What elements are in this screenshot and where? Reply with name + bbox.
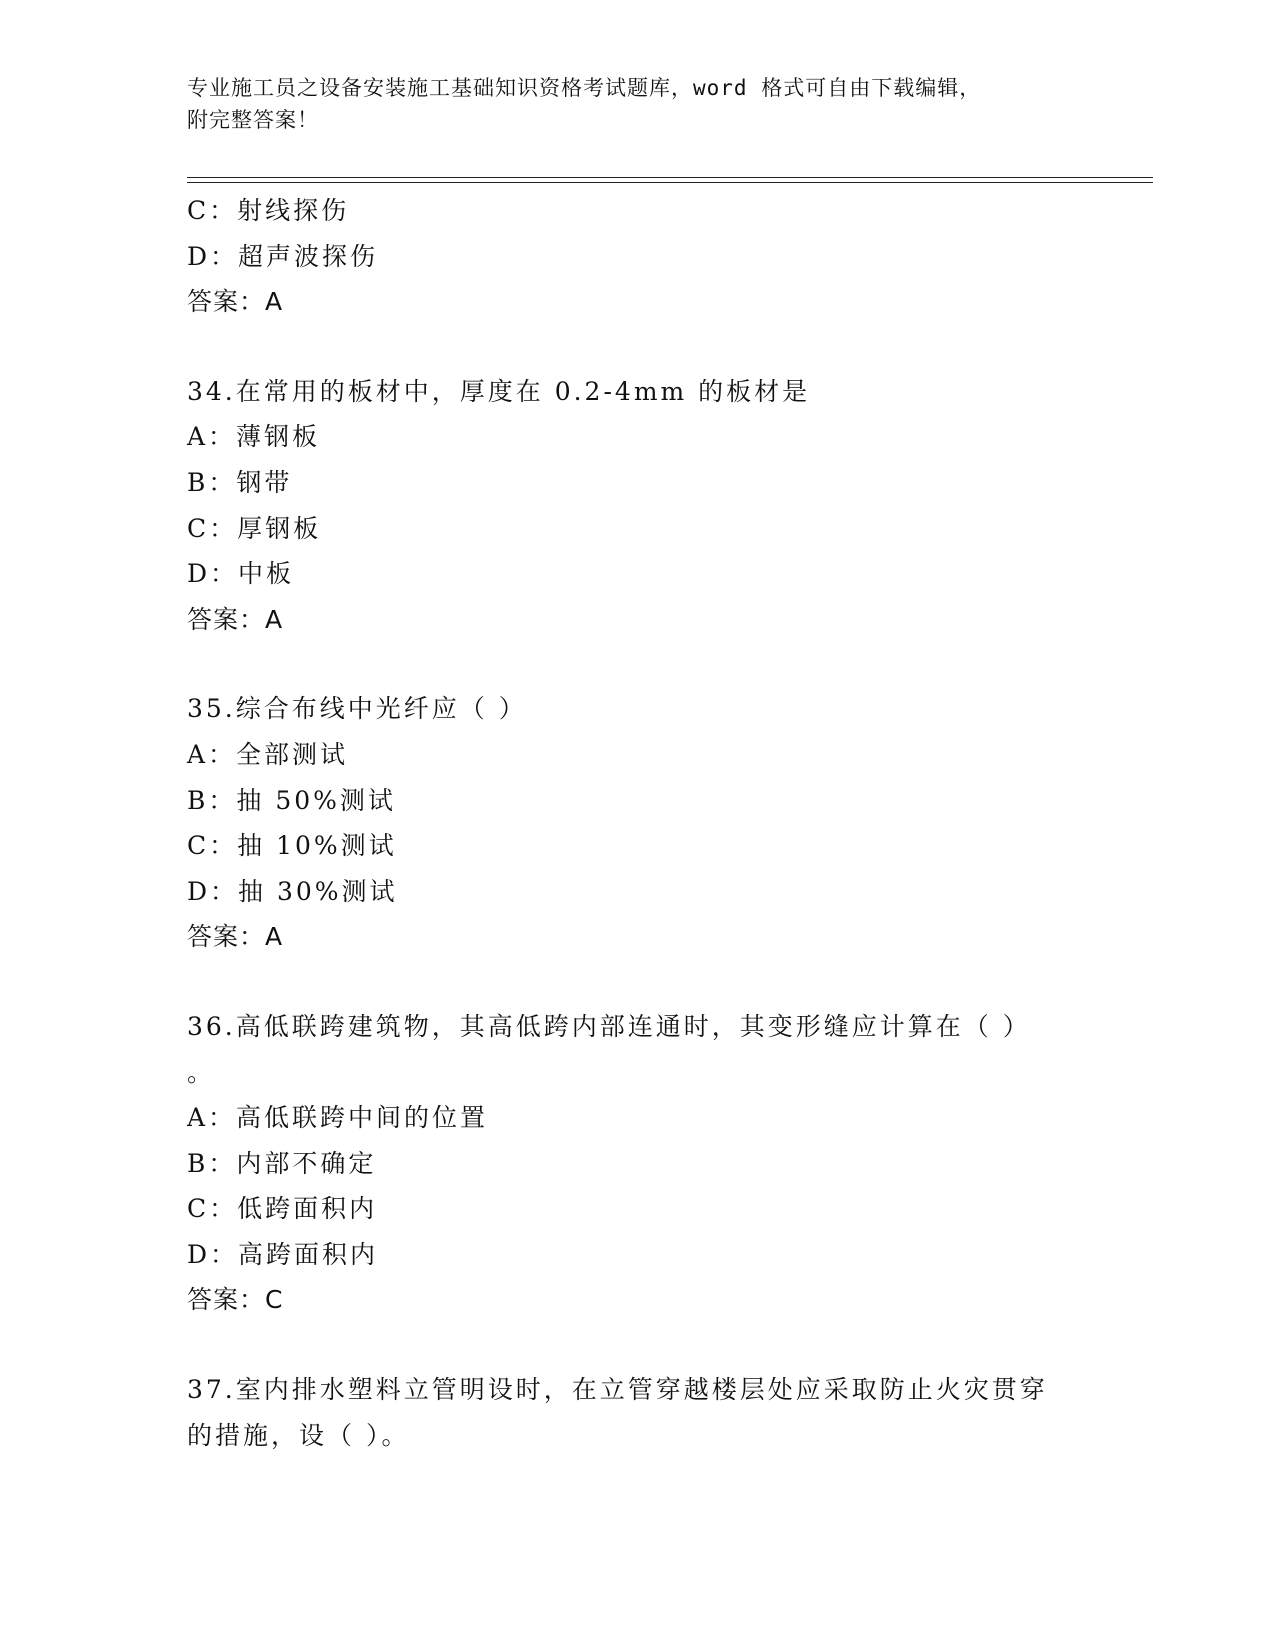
option-a: A：高低联跨中间的位置 (187, 1103, 489, 1133)
question-text: 36.高低联跨建筑物，其高低跨内部连通时，其变形缝应计算在（ ） (187, 1011, 1031, 1041)
option-c: C：厚钢板 (187, 513, 322, 543)
question-block-34 (187, 369, 1147, 643)
question-text: 34.在常用的板材中，厚度在 0.2-4mm 的板材是 (187, 376, 811, 406)
option-c: C：射线探伤 (187, 196, 350, 225)
header-line-2: 附完整答案！ (187, 108, 319, 132)
question-text: 35.综合布线中光纤应（ ） (187, 694, 527, 724)
question-text-continued: 。 (187, 1057, 216, 1087)
question-text: 37.室内排水塑料立管明设时，在立管穿越楼层处应采取防止火灾贯穿 (187, 1375, 1048, 1405)
option-c: C：低跨面积内 (187, 1194, 378, 1224)
document-header (187, 72, 1067, 136)
answer: 答案：A (187, 604, 284, 634)
answer: 答案：A (187, 922, 284, 952)
option-a: A：全部测试 (187, 739, 349, 769)
question-block-35 (187, 686, 1147, 960)
option-c: C：抽 10%测试 (187, 831, 397, 861)
question-block-37 (187, 1367, 1147, 1458)
answer: 答案：C (187, 1285, 284, 1315)
option-b: B：抽 50%测试 (187, 785, 396, 815)
question-text-continued: 的措施，设（ ）。 (187, 1420, 410, 1450)
option-b: B：内部不确定 (187, 1148, 377, 1178)
question-block-36 (187, 1004, 1147, 1323)
header-rule-top (187, 177, 1153, 178)
answer: 答案：A (187, 287, 284, 317)
option-d: D：高跨面积内 (187, 1239, 379, 1269)
option-b: B：钢带 (187, 467, 293, 497)
header-line-1: 专业施工员之设备安装施工基础知识资格考试题库，word 格式可自由下载编辑， (187, 76, 982, 100)
option-d: D：抽 30%测试 (187, 876, 398, 906)
header-rule-bottom (187, 182, 1153, 183)
option-d: D：超声波探伤 (187, 241, 379, 271)
question-block-33-partial (187, 188, 1147, 325)
option-d: D：中板 (187, 559, 295, 589)
question-list (187, 188, 1147, 1458)
option-a: A：薄钢板 (187, 422, 321, 452)
